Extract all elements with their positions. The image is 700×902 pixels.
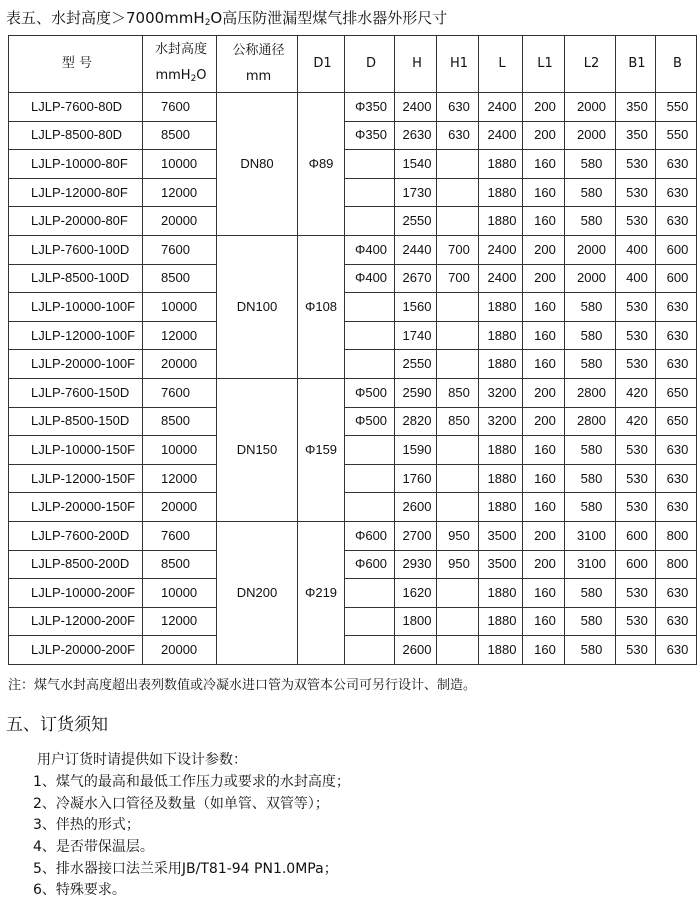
requirement-item: 6、特殊要求。 xyxy=(33,882,126,899)
cell-model: LJLP-8500-150D xyxy=(9,407,143,436)
cell-nominal-diameter: DN200 xyxy=(217,521,298,664)
cell-b: 550 xyxy=(656,121,697,150)
header-nominal-diameter-label: 公称通径 xyxy=(232,43,285,58)
cell-l2: 580 xyxy=(565,436,616,465)
cell-b1: 350 xyxy=(616,93,656,122)
header-l: L xyxy=(479,36,523,93)
cell-b1: 600 xyxy=(616,550,656,579)
cell-b: 550 xyxy=(656,93,697,122)
cell-l2: 580 xyxy=(565,636,616,665)
cell-b: 800 xyxy=(656,550,697,579)
table-row xyxy=(9,550,697,579)
cell-l: 3500 xyxy=(479,521,523,550)
cell-seal-height: 7600 xyxy=(143,93,217,122)
cell-h: 2670 xyxy=(395,264,437,293)
cell-l2: 3100 xyxy=(565,521,616,550)
cell-l1: 160 xyxy=(523,321,565,350)
cell-b1: 530 xyxy=(616,321,656,350)
table-row xyxy=(9,350,697,379)
cell-seal-height: 10000 xyxy=(143,293,217,322)
cell-l2: 2800 xyxy=(565,378,616,407)
cell-h1: 700 xyxy=(437,235,479,264)
cell-h1 xyxy=(437,636,479,665)
cell-b1: 530 xyxy=(616,579,656,608)
header-model: 型 号 xyxy=(9,36,143,93)
cell-b: 600 xyxy=(656,235,697,264)
cell-h1 xyxy=(437,350,479,379)
table-title xyxy=(6,6,696,30)
cell-nominal-diameter: DN100 xyxy=(217,235,298,378)
cell-seal-height: 7600 xyxy=(143,521,217,550)
cell-l1: 200 xyxy=(523,121,565,150)
cell-h: 1540 xyxy=(395,150,437,179)
cell-h1: 850 xyxy=(437,407,479,436)
cell-b: 600 xyxy=(656,264,697,293)
table-row xyxy=(9,93,697,122)
cell-h: 2820 xyxy=(395,407,437,436)
cell-b1: 530 xyxy=(616,150,656,179)
cell-l2: 580 xyxy=(565,321,616,350)
cell-seal-height: 10000 xyxy=(143,150,217,179)
cell-model: LJLP-12000-150F xyxy=(9,464,143,493)
cell-h: 2930 xyxy=(395,550,437,579)
table-header-row xyxy=(9,36,697,93)
section-intro: 用户订货时请提供如下设计参数： xyxy=(37,752,247,768)
cell-b: 630 xyxy=(656,150,697,179)
cell-d xyxy=(345,350,395,379)
cell-l2: 580 xyxy=(565,178,616,207)
cell-l2: 580 xyxy=(565,150,616,179)
cell-b1: 420 xyxy=(616,378,656,407)
cell-l1: 160 xyxy=(523,607,565,636)
cell-l: 1880 xyxy=(479,464,523,493)
cell-seal-height: 8500 xyxy=(143,407,217,436)
cell-l2: 580 xyxy=(565,579,616,608)
cell-model: LJLP-12000-200F xyxy=(9,607,143,636)
header-seal-height xyxy=(143,36,217,93)
cell-model: LJLP-7600-200D xyxy=(9,521,143,550)
cell-b1: 400 xyxy=(616,235,656,264)
cell-seal-height: 20000 xyxy=(143,350,217,379)
table-row xyxy=(9,235,697,264)
header-nominal-diameter xyxy=(217,36,298,93)
cell-l2: 580 xyxy=(565,464,616,493)
cell-l: 1880 xyxy=(479,321,523,350)
header-nominal-diameter-unit: mm xyxy=(245,69,272,84)
cell-model: LJLP-8500-80D xyxy=(9,121,143,150)
table-row xyxy=(9,293,697,322)
cell-l2: 580 xyxy=(565,207,616,236)
cell-b1: 350 xyxy=(616,121,656,150)
cell-l1: 160 xyxy=(523,207,565,236)
cell-h1 xyxy=(437,493,479,522)
cell-model: LJLP-12000-100F xyxy=(9,321,143,350)
cell-b: 630 xyxy=(656,178,697,207)
cell-b: 800 xyxy=(656,521,697,550)
cell-h: 2600 xyxy=(395,493,437,522)
table-row xyxy=(9,607,697,636)
header-seal-height-unit xyxy=(146,63,216,92)
cell-h: 2400 xyxy=(395,93,437,122)
cell-h: 2590 xyxy=(395,378,437,407)
cell-l1: 160 xyxy=(523,150,565,179)
cell-l1: 160 xyxy=(523,293,565,322)
table-row xyxy=(9,464,697,493)
cell-nominal-diameter: DN150 xyxy=(217,378,298,521)
cell-b1: 600 xyxy=(616,521,656,550)
header-h1: H1 xyxy=(437,36,479,93)
cell-model: LJLP-7600-150D xyxy=(9,378,143,407)
cell-b1: 530 xyxy=(616,607,656,636)
cell-h1: 950 xyxy=(437,550,479,579)
requirement-item: 2、冷凝水入口管径及数量（如单管、双管等）； xyxy=(33,795,329,812)
cell-d1: Φ89 xyxy=(298,93,345,236)
cell-l2: 2000 xyxy=(565,264,616,293)
cell-l: 1880 xyxy=(479,607,523,636)
header-l2: L2 xyxy=(565,36,616,93)
cell-l: 1880 xyxy=(479,636,523,665)
table-note: 注：煤气水封高度超出表列数值或冷凝水进口管为双管本公司可另行设计、制造。 xyxy=(8,678,477,693)
cell-h: 2600 xyxy=(395,636,437,665)
cell-l2: 580 xyxy=(565,607,616,636)
cell-b1: 530 xyxy=(616,207,656,236)
table-row xyxy=(9,150,697,179)
cell-d: Φ500 xyxy=(345,378,395,407)
cell-h1 xyxy=(437,579,479,608)
cell-h: 2700 xyxy=(395,521,437,550)
cell-b: 630 xyxy=(656,436,697,465)
header-seal-unit-subscript: 2 xyxy=(190,73,197,84)
table-row xyxy=(9,178,697,207)
cell-seal-height: 20000 xyxy=(143,493,217,522)
header-seal-unit-suffix: O xyxy=(196,67,207,83)
cell-l1: 160 xyxy=(523,436,565,465)
cell-l1: 200 xyxy=(523,378,565,407)
cell-b1: 530 xyxy=(616,436,656,465)
cell-b: 630 xyxy=(656,636,697,665)
cell-d xyxy=(345,579,395,608)
cell-h1: 630 xyxy=(437,93,479,122)
cell-d xyxy=(345,436,395,465)
cell-d xyxy=(345,321,395,350)
cell-model: LJLP-8500-200D xyxy=(9,550,143,579)
cell-b: 630 xyxy=(656,579,697,608)
cell-l1: 160 xyxy=(523,178,565,207)
cell-l1: 160 xyxy=(523,579,565,608)
cell-l1: 200 xyxy=(523,550,565,579)
cell-model: LJLP-12000-80F xyxy=(9,178,143,207)
table-row xyxy=(9,378,697,407)
cell-h1 xyxy=(437,607,479,636)
cell-d: Φ600 xyxy=(345,521,395,550)
cell-l: 3500 xyxy=(479,550,523,579)
cell-l1: 200 xyxy=(523,93,565,122)
header-seal-unit-prefix: mmH xyxy=(155,67,191,83)
requirement-item: 1、煤气的最高和最低工作压力或要求的水封高度； xyxy=(33,774,350,790)
cell-l1: 200 xyxy=(523,264,565,293)
cell-seal-height: 7600 xyxy=(143,235,217,264)
header-d1: D1 xyxy=(298,36,345,93)
cell-l2: 2800 xyxy=(565,407,616,436)
cell-l: 3200 xyxy=(479,378,523,407)
cell-h1 xyxy=(437,207,479,236)
cell-l: 1880 xyxy=(479,150,523,179)
cell-model: LJLP-20000-80F xyxy=(9,207,143,236)
cell-model: LJLP-10000-150F xyxy=(9,436,143,465)
cell-h1 xyxy=(437,321,479,350)
cell-h: 2630 xyxy=(395,121,437,150)
cell-seal-height: 8500 xyxy=(143,264,217,293)
table-row xyxy=(9,436,697,465)
cell-l2: 2000 xyxy=(565,93,616,122)
cell-l1: 200 xyxy=(523,521,565,550)
cell-l: 1880 xyxy=(479,293,523,322)
table-row xyxy=(9,321,697,350)
cell-l1: 160 xyxy=(523,464,565,493)
cell-l: 3200 xyxy=(479,407,523,436)
header-seal-height-label: 水封高度 xyxy=(154,41,207,57)
dimension-table xyxy=(8,35,697,665)
cell-l: 2400 xyxy=(479,235,523,264)
cell-seal-height: 20000 xyxy=(143,207,217,236)
cell-b1: 530 xyxy=(616,293,656,322)
cell-d xyxy=(345,607,395,636)
cell-b: 630 xyxy=(656,293,697,322)
header-d: D xyxy=(345,36,395,93)
table-row xyxy=(9,407,697,436)
section-heading: 五、订货须知 xyxy=(6,715,108,735)
cell-model: LJLP-20000-100F xyxy=(9,350,143,379)
cell-b: 630 xyxy=(656,321,697,350)
cell-l1: 160 xyxy=(523,350,565,379)
cell-seal-height: 10000 xyxy=(143,579,217,608)
cell-h1: 700 xyxy=(437,264,479,293)
cell-seal-height: 12000 xyxy=(143,607,217,636)
cell-nominal-diameter: DN80 xyxy=(217,93,298,236)
cell-model: LJLP-7600-100D xyxy=(9,235,143,264)
cell-h1 xyxy=(437,293,479,322)
cell-h: 1730 xyxy=(395,178,437,207)
cell-b: 630 xyxy=(656,350,697,379)
table-title-prefix: 表五、水封高度＞7000mmH xyxy=(6,9,205,27)
cell-d: Φ600 xyxy=(345,550,395,579)
cell-model: LJLP-10000-100F xyxy=(9,293,143,322)
cell-l: 1880 xyxy=(479,207,523,236)
cell-b1: 530 xyxy=(616,464,656,493)
cell-b: 630 xyxy=(656,607,697,636)
table-row xyxy=(9,264,697,293)
cell-b1: 530 xyxy=(616,350,656,379)
cell-h: 1800 xyxy=(395,607,437,636)
header-l1: L1 xyxy=(523,36,565,93)
requirements-list xyxy=(33,772,350,902)
cell-seal-height: 7600 xyxy=(143,378,217,407)
cell-seal-height: 20000 xyxy=(143,636,217,665)
cell-h: 1760 xyxy=(395,464,437,493)
cell-l2: 2000 xyxy=(565,121,616,150)
cell-l2: 580 xyxy=(565,293,616,322)
cell-b1: 530 xyxy=(616,493,656,522)
cell-l: 2400 xyxy=(479,121,523,150)
cell-d: Φ350 xyxy=(345,93,395,122)
cell-seal-height: 10000 xyxy=(143,436,217,465)
cell-l: 1880 xyxy=(479,350,523,379)
cell-l: 1880 xyxy=(479,579,523,608)
cell-d xyxy=(345,150,395,179)
cell-d: Φ400 xyxy=(345,235,395,264)
table-body xyxy=(9,93,697,665)
cell-h: 2440 xyxy=(395,235,437,264)
cell-d1: Φ159 xyxy=(298,378,345,521)
cell-b: 650 xyxy=(656,407,697,436)
cell-l2: 580 xyxy=(565,493,616,522)
cell-d xyxy=(345,636,395,665)
cell-seal-height: 12000 xyxy=(143,321,217,350)
cell-h: 1590 xyxy=(395,436,437,465)
cell-b1: 530 xyxy=(616,636,656,665)
table-row xyxy=(9,121,697,150)
table-row xyxy=(9,521,697,550)
cell-b1: 400 xyxy=(616,264,656,293)
table-title-suffix: O高压防泄漏型煤气排水器外形尺寸 xyxy=(210,9,448,27)
cell-d xyxy=(345,464,395,493)
cell-h: 1740 xyxy=(395,321,437,350)
cell-d xyxy=(345,293,395,322)
cell-model: LJLP-8500-100D xyxy=(9,264,143,293)
cell-seal-height: 12000 xyxy=(143,464,217,493)
cell-d xyxy=(345,493,395,522)
table-row xyxy=(9,579,697,608)
requirement-item: 3、伴热的形式； xyxy=(33,817,140,834)
requirement-item: 5、排水器接口法兰采用JB/T81-94 PN1.0MPa； xyxy=(33,860,338,877)
cell-d: Φ350 xyxy=(345,121,395,150)
cell-l2: 2000 xyxy=(565,235,616,264)
table-row xyxy=(9,207,697,236)
cell-h1: 630 xyxy=(437,121,479,150)
cell-seal-height: 8500 xyxy=(143,121,217,150)
header-b1: B1 xyxy=(616,36,656,93)
cell-b: 650 xyxy=(656,378,697,407)
cell-d: Φ500 xyxy=(345,407,395,436)
cell-h1: 950 xyxy=(437,521,479,550)
cell-b1: 420 xyxy=(616,407,656,436)
header-h: H xyxy=(395,36,437,93)
cell-b: 630 xyxy=(656,207,697,236)
cell-h1 xyxy=(437,178,479,207)
cell-b: 630 xyxy=(656,464,697,493)
cell-h1 xyxy=(437,464,479,493)
cell-h: 2550 xyxy=(395,207,437,236)
cell-d xyxy=(345,178,395,207)
cell-model: LJLP-10000-80F xyxy=(9,150,143,179)
cell-l: 1880 xyxy=(479,493,523,522)
cell-l1: 200 xyxy=(523,407,565,436)
cell-l1: 160 xyxy=(523,636,565,665)
cell-h1: 850 xyxy=(437,378,479,407)
cell-l1: 160 xyxy=(523,493,565,522)
cell-l: 1880 xyxy=(479,436,523,465)
cell-d1: Φ219 xyxy=(298,521,345,664)
table-row xyxy=(9,636,697,665)
cell-model: LJLP-7600-80D xyxy=(9,93,143,122)
cell-h: 2550 xyxy=(395,350,437,379)
cell-d1: Φ108 xyxy=(298,235,345,378)
requirement-item: 4、是否带保温层。 xyxy=(33,839,154,856)
cell-h1 xyxy=(437,150,479,179)
cell-l2: 580 xyxy=(565,350,616,379)
cell-model: LJLP-10000-200F xyxy=(9,579,143,608)
cell-l: 2400 xyxy=(479,93,523,122)
cell-l1: 200 xyxy=(523,235,565,264)
cell-l2: 3100 xyxy=(565,550,616,579)
cell-l: 2400 xyxy=(479,264,523,293)
cell-b1: 530 xyxy=(616,178,656,207)
cell-d xyxy=(345,207,395,236)
header-b: B xyxy=(656,36,697,93)
cell-h: 1560 xyxy=(395,293,437,322)
cell-seal-height: 12000 xyxy=(143,178,217,207)
table-row xyxy=(9,493,697,522)
cell-h: 1620 xyxy=(395,579,437,608)
cell-model: LJLP-20000-150F xyxy=(9,493,143,522)
cell-h1 xyxy=(437,436,479,465)
cell-d: Φ400 xyxy=(345,264,395,293)
table-title-subscript: 2 xyxy=(204,18,211,28)
cell-seal-height: 8500 xyxy=(143,550,217,579)
cell-l: 1880 xyxy=(479,178,523,207)
cell-model: LJLP-20000-200F xyxy=(9,636,143,665)
cell-b: 630 xyxy=(656,493,697,522)
